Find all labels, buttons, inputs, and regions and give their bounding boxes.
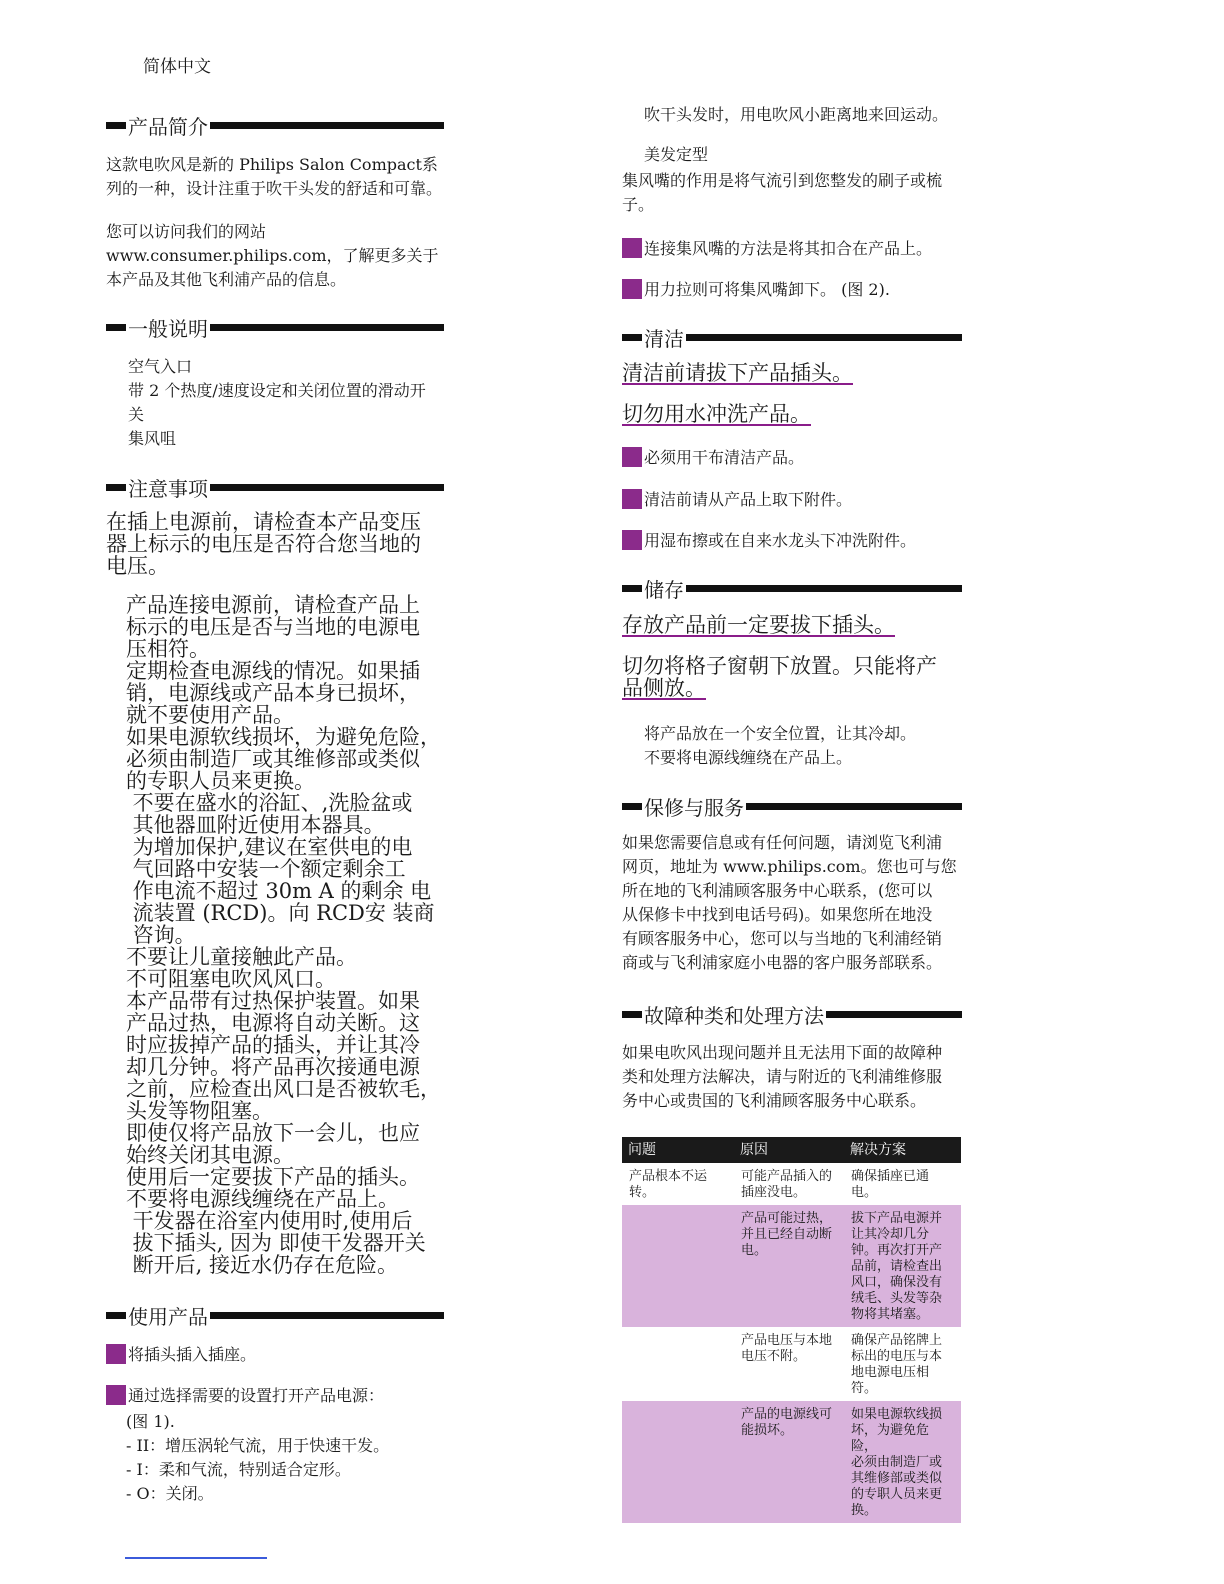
text-line: 品侧放。 bbox=[622, 676, 706, 700]
text-line: 务中心或贵国的飞利浦顾客服务中心联系。 bbox=[622, 1091, 927, 1110]
intro-paragraph-2 bbox=[106, 220, 446, 292]
table-row bbox=[622, 1205, 961, 1327]
cell-line: 钟。再次打开产 bbox=[851, 1243, 943, 1258]
step-text: 必须用干布清洁产品。 bbox=[644, 448, 805, 467]
list-item: 将产品放在一个安全位置，让其冷却。 bbox=[644, 724, 917, 743]
cell-line: 地电源电压相 bbox=[851, 1365, 930, 1380]
use-title: 使用产品 bbox=[128, 1304, 208, 1329]
text-line: 这款电吹风是新的 Philips Salon Compact系 bbox=[106, 155, 438, 174]
text-line: 如果电吹风出现问题并且无法用下面的故障种 bbox=[622, 1043, 943, 1062]
header-cause: 原因 bbox=[734, 1137, 844, 1163]
table-row bbox=[622, 1401, 961, 1523]
list-item: - O：关闭。 bbox=[126, 1484, 214, 1503]
caution-line: 压相符。 bbox=[126, 637, 210, 661]
text-line: 有顾客服务中心，您可以与当地的飞利浦经销 bbox=[622, 929, 943, 948]
cell-cause bbox=[734, 1205, 844, 1327]
language-label: 简体中文 bbox=[143, 57, 211, 77]
bullet-square bbox=[622, 489, 642, 509]
cell-line: 并且已经自动断 bbox=[741, 1227, 833, 1242]
cell-line: 转。 bbox=[629, 1185, 656, 1200]
text-line: 从保修卡中找到电话号码)。如果您所在地没 bbox=[622, 905, 933, 924]
cell-line: 产品电压与本地 bbox=[741, 1333, 833, 1348]
cell-solution bbox=[844, 1401, 961, 1523]
use-settings-list bbox=[126, 1410, 389, 1506]
caution-line: 不要让儿童接触此产品。 bbox=[126, 945, 357, 969]
general-title: 一般说明 bbox=[128, 316, 208, 341]
bullet-square bbox=[622, 530, 642, 550]
trouble-text bbox=[622, 1041, 967, 1113]
caution-line: 时应拔掉产品的插头，并让其冷 bbox=[126, 1033, 420, 1057]
cell-line: 标出的电压与本 bbox=[851, 1349, 943, 1364]
cell-line: 产品的电源线可 bbox=[741, 1407, 833, 1422]
cell-cause bbox=[734, 1163, 844, 1205]
text-line: 商或与飞利浦家庭小电器的客户服务部联系。 bbox=[622, 953, 943, 972]
cell-solution bbox=[844, 1205, 961, 1327]
caution-line: 就不要使用产品。 bbox=[126, 703, 294, 727]
storage-warning-1: 存放产品前一定要拔下插头。 bbox=[622, 613, 895, 637]
section-heading-troubleshooting bbox=[622, 1001, 962, 1027]
cell-line: 可能产品插入的 bbox=[741, 1169, 833, 1184]
caution-list bbox=[126, 594, 456, 1276]
caution-line: 之前，应检查出风口是否被软毛， bbox=[126, 1077, 441, 1101]
caution-line: 不可阻塞电吹风风口。 bbox=[126, 967, 336, 991]
caution-line: 流装置 (RCD)。向 RCD安 装商 bbox=[126, 901, 435, 925]
cleaning-title: 清洁 bbox=[644, 326, 684, 351]
storage-title: 储存 bbox=[644, 577, 684, 602]
text-line: 网页，地址为 www.philips.com。您也可与您 bbox=[622, 857, 957, 876]
cell-line: 其维修部或类似 bbox=[851, 1471, 943, 1486]
caution-line: 头发等物阻塞。 bbox=[126, 1099, 273, 1123]
troubleshooting-table bbox=[622, 1137, 961, 1523]
use-continued-text: 吹干头发时，用电吹风小距离地来回运动。 bbox=[644, 105, 949, 124]
list-item: - I：柔和气流，特别适合定形。 bbox=[126, 1460, 351, 1479]
step-text: 用力拉则可将集风嘴卸下。 (图 2). bbox=[644, 280, 890, 299]
list-item: 关 bbox=[128, 405, 145, 424]
use-step-2 bbox=[106, 1384, 384, 1408]
caution-line: 却几分钟。将产品再次接通电源 bbox=[126, 1055, 420, 1079]
section-heading-service bbox=[622, 793, 962, 819]
cell-line: 电。 bbox=[851, 1185, 878, 1200]
cleaning-warning-1: 清洁前请拔下产品插头。 bbox=[622, 361, 853, 385]
website-link[interactable]: www.consumer.philips.com，了解更多关于 bbox=[106, 246, 439, 265]
trouble-title: 故障种类和处理方法 bbox=[644, 1003, 824, 1028]
section-heading-caution bbox=[106, 474, 444, 500]
cell-line: 电压不附。 bbox=[741, 1349, 807, 1364]
caution-line: 作电流不超过 30m A 的剩余 电 bbox=[126, 879, 432, 903]
bullet-square bbox=[622, 238, 642, 258]
cell-line: 风口，确保没有 bbox=[851, 1275, 943, 1290]
caution-line: 产品连接电源前，请检查产品上 bbox=[126, 593, 420, 617]
caution-title: 注意事项 bbox=[128, 476, 208, 501]
cell-line: 符。 bbox=[851, 1381, 878, 1396]
list-item: 空气入口 bbox=[128, 357, 193, 376]
cell-problem bbox=[622, 1327, 734, 1401]
bullet-square bbox=[106, 1385, 126, 1405]
intro-title: 产品简介 bbox=[128, 114, 208, 139]
caution-line: 必须由制造厂或其维修部或类似 bbox=[126, 747, 420, 771]
list-item: 带 2 个热度/速度设定和关闭位置的滑动开 bbox=[128, 381, 426, 400]
use-step-4 bbox=[622, 278, 890, 302]
cell-line: 坏，为避免危险， bbox=[851, 1423, 930, 1454]
text-line: 在插上电源前，请检查本产品变压 bbox=[106, 510, 421, 534]
cell-solution bbox=[844, 1327, 961, 1401]
section-heading-storage bbox=[622, 575, 962, 601]
cell-line: 插座没电。 bbox=[741, 1185, 807, 1200]
page-footer-line bbox=[125, 1557, 267, 1559]
section-heading-use bbox=[106, 1302, 444, 1328]
text-line: 列的一种，设计注重于吹干头发的舒适和可靠。 bbox=[106, 179, 443, 198]
cell-cause bbox=[734, 1327, 844, 1401]
section-heading-intro bbox=[106, 112, 444, 138]
bullet-square bbox=[622, 279, 642, 299]
text-line: 本产品及其他飞利浦产品的信息。 bbox=[106, 270, 347, 289]
cell-line: 绒毛、头发等杂 bbox=[851, 1291, 943, 1306]
header-problem: 问题 bbox=[622, 1137, 734, 1163]
cleaning-step-2 bbox=[622, 488, 852, 512]
caution-line: 拔下插头, 因为 即使干发器开关 bbox=[126, 1231, 426, 1255]
storage-warning-2 bbox=[622, 655, 967, 699]
caution-line: 为增加保护,建议在室供电的电 bbox=[126, 835, 413, 859]
cell-problem bbox=[622, 1205, 734, 1327]
step-text: 连接集风嘴的方法是将其扣合在产品上。 bbox=[644, 239, 933, 258]
table-header-row bbox=[622, 1137, 961, 1163]
header-solution: 解决方案 bbox=[844, 1137, 961, 1163]
use-step-1 bbox=[106, 1343, 256, 1367]
general-description-list bbox=[128, 355, 426, 451]
list-item: (图 1). bbox=[126, 1412, 175, 1431]
caution-line: 始终关闭其电源。 bbox=[126, 1143, 294, 1167]
section-heading-general bbox=[106, 314, 444, 340]
caution-line: 气回路中安装一个额定剩余工 bbox=[126, 857, 406, 881]
text-line: 您可以访问我们的网站 bbox=[106, 222, 267, 241]
table-row bbox=[622, 1163, 961, 1205]
list-item: 集风咀 bbox=[128, 429, 177, 448]
storage-list bbox=[644, 722, 916, 770]
caution-lead-warning bbox=[106, 511, 451, 577]
caution-line: 即使仅将产品放下一会儿，也应 bbox=[126, 1121, 420, 1145]
text-line: 如果您需要信息或有任何问题，请浏览飞利浦 bbox=[622, 833, 943, 852]
caution-line: 产品过热，电源将自动关断。这 bbox=[126, 1011, 420, 1035]
caution-line: 断开后, 接近水仍存在危险。 bbox=[126, 1253, 399, 1277]
list-item: - II：增压涡轮气流，用于快速干发。 bbox=[126, 1436, 390, 1455]
step-text: 通过选择需要的设置打开产品电源： bbox=[128, 1386, 385, 1405]
cell-line: 让其冷却几分 bbox=[851, 1227, 930, 1242]
bullet-square bbox=[106, 1344, 126, 1364]
cell-line: 确保产品铭牌上 bbox=[851, 1333, 943, 1348]
table-row bbox=[622, 1327, 961, 1401]
caution-line: 本产品带有过热保护装置。如果 bbox=[126, 989, 420, 1013]
caution-line: 其他器皿附近使用本器具。 bbox=[126, 813, 385, 837]
step-text: 清洁前请从产品上取下附件。 bbox=[644, 490, 853, 509]
caution-line: 标示的电压是否与当地的电源电 bbox=[126, 615, 420, 639]
text-line: 子。 bbox=[622, 195, 655, 214]
text-line: 集风嘴的作用是将气流引到您整发的刷子或梳 bbox=[622, 171, 943, 190]
cell-line: 换。 bbox=[851, 1503, 878, 1518]
cleaning-step-1 bbox=[622, 446, 804, 470]
styling-subtitle: 美发定型 bbox=[644, 145, 709, 164]
caution-line: 咨询。 bbox=[126, 923, 196, 947]
use-step-3 bbox=[622, 237, 932, 261]
cell-line: 能损坏。 bbox=[741, 1423, 794, 1438]
cell-line: 产品根本不运 bbox=[629, 1169, 708, 1184]
text-line: 类和处理方法解决，请与附近的飞利浦维修服 bbox=[622, 1067, 943, 1086]
cell-line: 产品可能过热， bbox=[741, 1211, 833, 1226]
cell-line: 必须由制造厂或 bbox=[851, 1455, 943, 1470]
list-item: 不要将电源线缠绕在产品上。 bbox=[644, 748, 853, 767]
cell-solution bbox=[844, 1163, 961, 1205]
service-title: 保修与服务 bbox=[644, 795, 744, 820]
service-text bbox=[622, 831, 967, 975]
cell-line: 如果电源软线损 bbox=[851, 1407, 943, 1422]
caution-line: 不要将电源线缠绕在产品上。 bbox=[126, 1187, 399, 1211]
text-line: 切勿将格子窗朝下放置。只能将产 bbox=[622, 654, 937, 678]
cell-line: 电。 bbox=[741, 1243, 768, 1258]
bullet-square bbox=[622, 447, 642, 467]
caution-line: 销，电源线或产品本身已损坏， bbox=[126, 681, 420, 705]
cleaning-warning-2: 切勿用水冲洗产品。 bbox=[622, 402, 811, 426]
cell-line: 物将其堵塞。 bbox=[851, 1307, 930, 1322]
caution-line: 使用后一定要拔下产品的插头。 bbox=[126, 1165, 420, 1189]
cell-problem bbox=[622, 1163, 734, 1205]
cell-problem bbox=[622, 1401, 734, 1523]
caution-line: 定期检查电源线的情况。如果插 bbox=[126, 659, 420, 683]
caution-line: 如果电源软线损坏，为避免危险， bbox=[126, 725, 441, 749]
caution-line: 的专职人员来更换。 bbox=[126, 769, 315, 793]
cell-line: 拔下产品电源并 bbox=[851, 1211, 943, 1226]
intro-paragraph-1 bbox=[106, 153, 446, 201]
styling-text bbox=[622, 169, 967, 217]
cleaning-step-3 bbox=[622, 529, 916, 553]
cell-line: 的专职人员来更 bbox=[851, 1487, 943, 1502]
section-heading-cleaning bbox=[622, 324, 962, 350]
caution-line: 干发器在浴室内使用时,使用后 bbox=[126, 1209, 413, 1233]
cell-cause bbox=[734, 1401, 844, 1523]
text-line: 电压。 bbox=[106, 554, 169, 578]
cell-line: 品前，请检查出 bbox=[851, 1259, 943, 1274]
text-line: 所在地的飞利浦顾客服务中心联系，(您可以 bbox=[622, 881, 933, 900]
step-text: 用湿布擦或在自来水龙头下冲洗附件。 bbox=[644, 531, 917, 550]
caution-line: 不要在盛水的浴缸、,洗脸盆或 bbox=[126, 791, 413, 815]
text-line: 器上标示的电压是否符合您当地的 bbox=[106, 532, 421, 556]
step-text: 将插头插入插座。 bbox=[128, 1345, 257, 1364]
cell-line: 确保插座已通 bbox=[851, 1169, 930, 1184]
